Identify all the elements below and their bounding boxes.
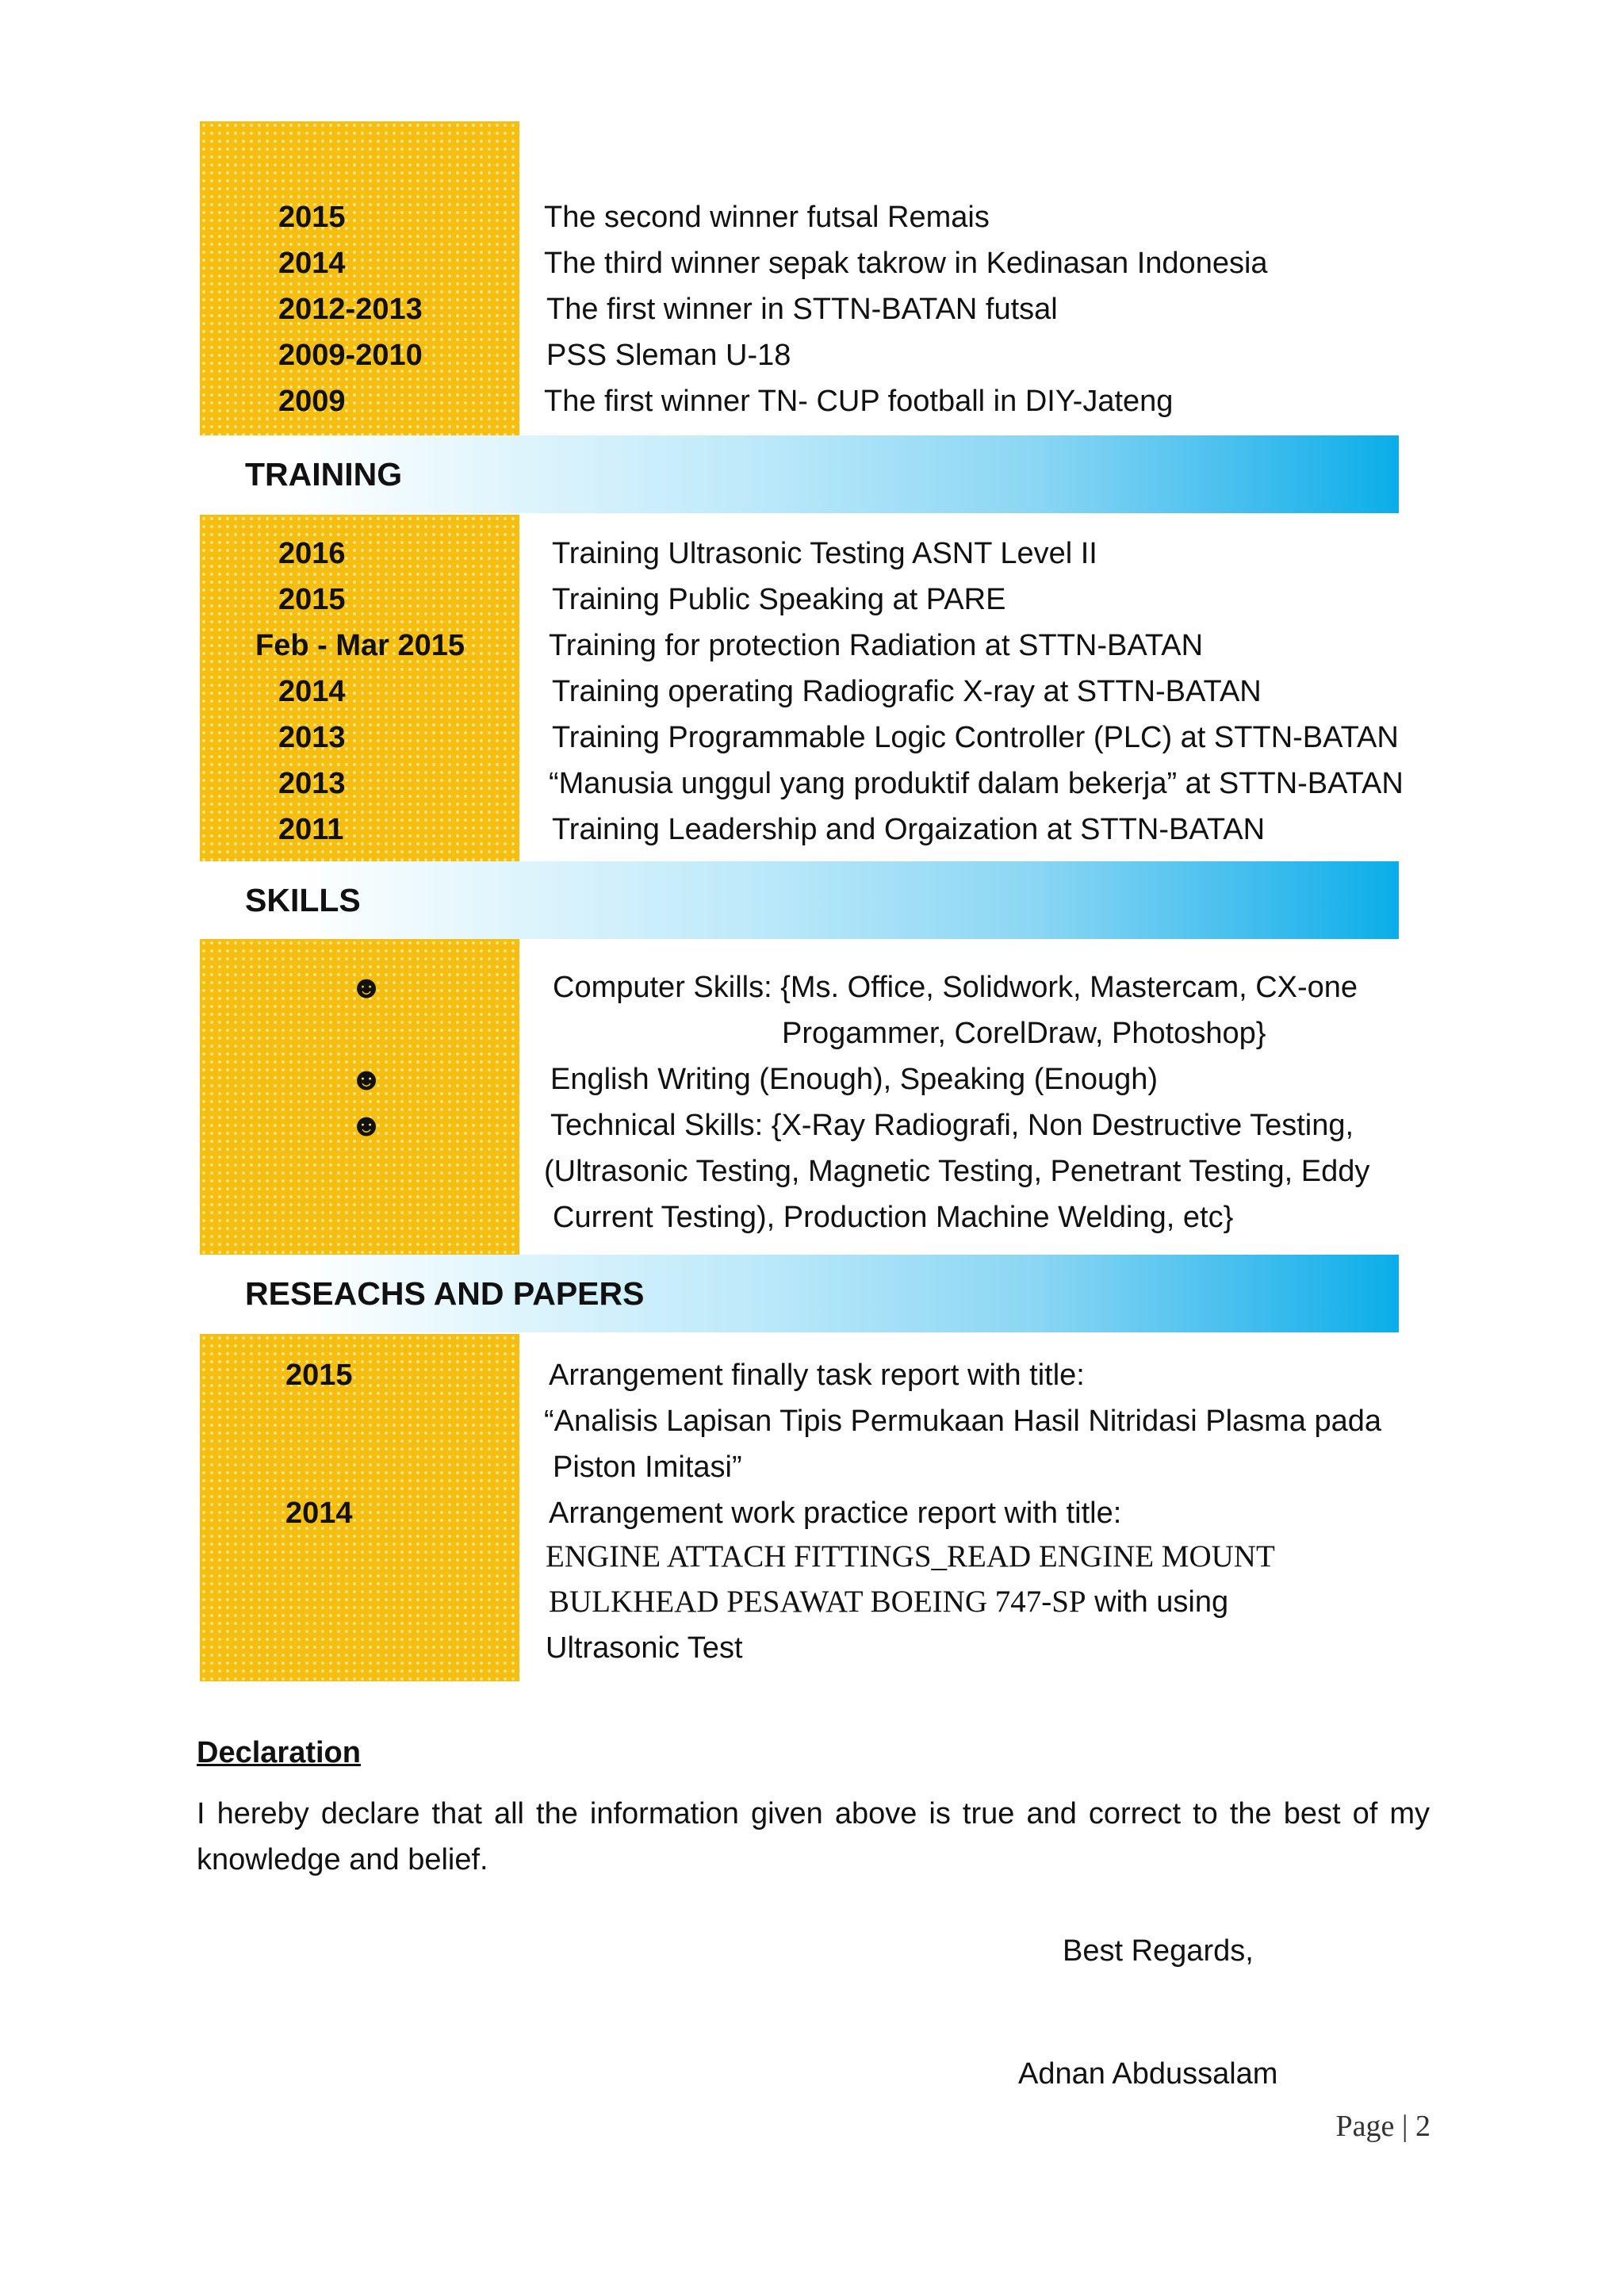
training-year: Feb - Mar 2015 xyxy=(255,629,465,662)
skills-heading: SKILLS xyxy=(245,882,361,918)
achievements-year-column xyxy=(200,121,519,435)
declaration-heading: Declaration xyxy=(197,1736,361,1769)
training-text: Training Public Speaking at PARE xyxy=(552,583,1006,616)
achievement-text: The second winner futsal Remais xyxy=(544,201,990,234)
training-year: 2011 xyxy=(278,813,344,846)
training-year-column xyxy=(200,515,519,861)
training-year: 2013 xyxy=(278,721,346,754)
achievement-year: 2009-2010 xyxy=(278,339,423,372)
achievement-text: The first winner in STTN-BATAN futsal xyxy=(546,293,1058,326)
achievement-text: The first winner TN- CUP football in DIY-Jateng xyxy=(544,385,1174,418)
achievement-year: 2009 xyxy=(278,385,346,418)
research-line: ENGINE ATTACH FITTINGS_READ ENGINE MOUNT xyxy=(546,1539,1275,1573)
training-text: Training Programmable Logic Controller (PLC) at STTN-BATAN xyxy=(552,721,1399,754)
skills-line: Current Testing), Production Machine Welding, etc} xyxy=(553,1201,1234,1234)
research-line: “Analisis Lapisan Tipis Permukaan Hasil Nitridasi Plasma pada xyxy=(544,1405,1382,1438)
training-text: “Manusia unggul yang produktif dalam bekerja” at STTN-BATAN xyxy=(549,767,1404,800)
training-text: Training for protection Radiation at STTN-BATAN xyxy=(549,629,1204,662)
research-year: 2015 xyxy=(285,1359,353,1392)
research-line: Piston Imitasi” xyxy=(553,1451,742,1484)
skills-line: Technical Skills: {X-Ray Radiografi, Non Destructive Testing, xyxy=(550,1109,1354,1142)
closing-text: Best Regards, xyxy=(1063,1934,1254,1968)
smiley-bullet-icon: ☻ xyxy=(350,1108,384,1143)
research-title-serif: BULKHEAD PESAWAT BOEING 747-SP xyxy=(549,1585,1086,1619)
training-text: Training operating Radiografic X-ray at STTN-BATAN xyxy=(552,675,1262,708)
research-year: 2014 xyxy=(285,1497,353,1530)
research-line: Arrangement finally task report with title: xyxy=(549,1359,1085,1392)
smiley-bullet-icon: ☻ xyxy=(350,1062,384,1097)
achievement-year: 2012-2013 xyxy=(278,293,423,326)
signature-name: Adnan Abdussalam xyxy=(1018,2057,1278,2091)
training-year: 2015 xyxy=(278,583,346,616)
achievement-text: The third winner sepak takrow in Kedinasan Indonesia xyxy=(544,247,1268,280)
training-heading: TRAINING xyxy=(245,456,403,493)
research-year-column xyxy=(200,1334,519,1681)
research-heading: RESEACHS AND PAPERS xyxy=(245,1275,645,1312)
research-line: Ultrasonic Test xyxy=(546,1631,743,1665)
achievement-text: PSS Sleman U-18 xyxy=(546,339,791,372)
achievement-year: 2015 xyxy=(278,201,346,234)
training-text: Training Ultrasonic Testing ASNT Level II xyxy=(552,537,1097,570)
training-year: 2016 xyxy=(278,537,346,570)
achievement-year: 2014 xyxy=(278,247,346,280)
training-header-bar xyxy=(200,435,1399,513)
skills-line: Computer Skills: {Ms. Office, Solidwork, Mastercam, CX-one xyxy=(553,971,1358,1004)
research-line-tail: with using xyxy=(1086,1585,1229,1619)
declaration-paragraph: I hereby declare that all the information given above is true and correct to the best of my knowledge and belief. xyxy=(197,1797,1430,1876)
research-line xyxy=(549,1584,1228,1620)
skills-header-bar xyxy=(200,861,1399,939)
page-number: Page | 2 xyxy=(1335,2110,1431,2143)
training-year: 2013 xyxy=(278,767,346,800)
research-line: Arrangement work practice report with title: xyxy=(549,1497,1122,1530)
skills-line: (Ultrasonic Testing, Magnetic Testing, Penetrant Testing, Eddy xyxy=(544,1155,1370,1188)
research-header-bar xyxy=(200,1255,1399,1332)
smiley-bullet-icon: ☻ xyxy=(350,970,384,1005)
training-year: 2014 xyxy=(278,675,346,708)
training-text: Training Leadership and Orgaization at STTN-BATAN xyxy=(552,813,1266,846)
skills-line: Progammer, CorelDraw, Photoshop} xyxy=(782,1017,1266,1050)
skills-line: English Writing (Enough), Speaking (Enough) xyxy=(550,1063,1159,1096)
